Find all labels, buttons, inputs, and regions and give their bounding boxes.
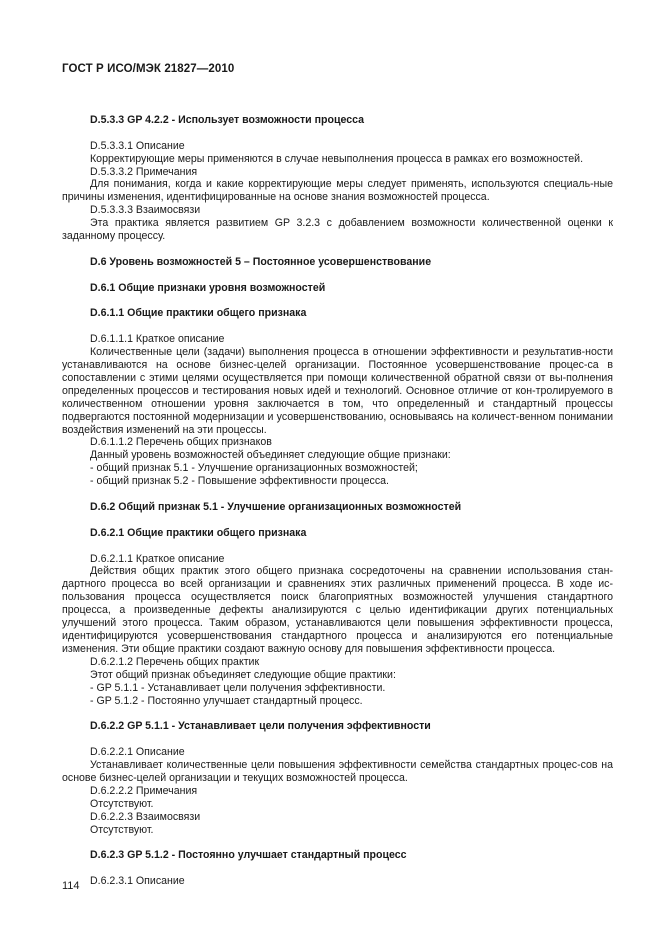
paragraph: Действия общих практик этого общего признака сосредоточены на сравнении использования стан-дартного процесса во всей организации и сравнениях этих различных применений процесса. В ходе ис-пользования процесса осуществляется поиск благоприятных возможностей улучшения стандартного процесса, а произведенные дефекты анализируются с целью идентификации других потенциальных улучшений этого процесса. Таким образом, устанавливаются цели повышения эффективности процесса, идентифицируются усовершенствования стандартного процесса и анализируются его потенциальные изменения. Эти общие практики создают важную основу для повышения эффективности процесса.: [62, 565, 613, 655]
paragraph: - GP 5.1.1 - Устанавливает цели получения эффективности.: [90, 681, 386, 694]
paragraph: Количественные цели (задачи) выполнения процесса в отношении эффективности и результатив-ности устанавливаются на основе бизнес-целей организации. Постоянное усовершенствование процес-са в сопоставлении с этими целями осуществляется при помощи количественной обратной связи от вы-полнения определенных процессов и тестирования новых идей и технологий. Основное отличие от кон-тролируемого в количественном отношении уровня заключается в том, что определенный и стандартный процессы подвергаются постоянной модернизации и усовершенствованию, основываясь на количест-венном понимании воздействия изменений на эти процессы.: [62, 346, 613, 436]
paragraph: Этот общий признак объединяет следующие общие практики:: [90, 668, 396, 681]
spacer: [62, 320, 613, 333]
paragraph: D.5.3.3.2 Примечания: [90, 165, 198, 178]
paragraph: D.6.2.2.3 Взаимосвязи: [90, 810, 201, 823]
section-heading: D.6.1 Общие признаки уровня возможностей: [90, 281, 326, 294]
paragraph: D.5.3.3.3 Взаимосвязи: [90, 204, 201, 217]
spacer: [62, 243, 613, 256]
section-heading: D.6.2.1 Общие практики общего признака: [90, 526, 307, 539]
paragraph: D.6.2.2.2 Примечания: [90, 784, 198, 797]
paragraph: - GP 5.1.2 - Постоянно улучшает стандартный процесс.: [90, 694, 363, 707]
paragraph: D.6.2.1.2 Перечень общих практик: [90, 655, 260, 668]
document-header: ГОСТ Р ИСО/МЭК 21827—2010: [62, 63, 235, 75]
spacer: [62, 295, 613, 308]
document-body: [62, 101, 613, 888]
page-number: 114: [62, 880, 80, 892]
paragraph: Устанавливает количественные цели повышения эффективности семейства стандартных процес-сов на основе бизнес-целей организации и текущих возможностей процесса.: [62, 759, 613, 784]
paragraph: D.6.1.1.2 Перечень общих признаков: [90, 436, 272, 449]
spacer: [62, 540, 613, 553]
paragraph: D.6.2.1.1 Краткое описание: [90, 552, 225, 565]
spacer: [62, 269, 613, 282]
paragraph: D.6.2.3.1 Описание: [90, 875, 185, 888]
spacer: [62, 862, 613, 875]
paragraph: - общий признак 5.1 - Улучшение организационных возможностей;: [90, 462, 418, 475]
paragraph: Данный уровень возможностей объединяет следующие общие признаки:: [90, 449, 451, 462]
spacer: [62, 836, 613, 849]
paragraph: D.6.1.1.1 Краткое описание: [90, 333, 225, 346]
paragraph: D.6.2.2.1 Описание: [90, 746, 185, 759]
section-heading: D.6.2.3 GP 5.1.2 - Постоянно улучшает стандартный процесс: [90, 849, 407, 862]
section-heading: D.5.3.3 GP 4.2.2 - Использует возможности процесса: [90, 113, 365, 126]
spacer: [62, 127, 613, 140]
paragraph: - общий признак 5.2 - Повышение эффективности процесса.: [90, 475, 389, 488]
section-heading: D.6.2 Общий признак 5.1 - Улучшение организационных возможностей: [90, 500, 462, 513]
spacer: [62, 514, 613, 527]
section-heading: D.6.1.1 Общие практики общего признака: [90, 307, 307, 320]
spacer: [62, 488, 613, 501]
section-heading: D.6 Уровень возможностей 5 – Постоянное усовершенствование: [90, 255, 432, 268]
paragraph: Отсутствуют.: [90, 823, 154, 836]
spacer: [62, 707, 613, 720]
section-heading: D.6.2.2 GP 5.1.1 - Устанавливает цели получения эффективности: [90, 720, 431, 733]
paragraph: D.5.3.3.1 Описание: [90, 139, 185, 152]
spacer: [62, 101, 613, 114]
paragraph: Корректирующие меры применяются в случае невыполнения процесса в рамках его возможностей.: [90, 152, 584, 165]
paragraph: Отсутствуют.: [90, 797, 154, 810]
paragraph: Для понимания, когда и какие корректирующие меры следует применять, используются специаль-ные причины изменения, идентифицированные на основе знания возможностей процесса.: [62, 178, 613, 204]
spacer: [62, 733, 613, 746]
paragraph: Эта практика является развитием GP 3.2.3 с добавлением возможности количественной оценки к заданному процессу.: [62, 217, 613, 243]
